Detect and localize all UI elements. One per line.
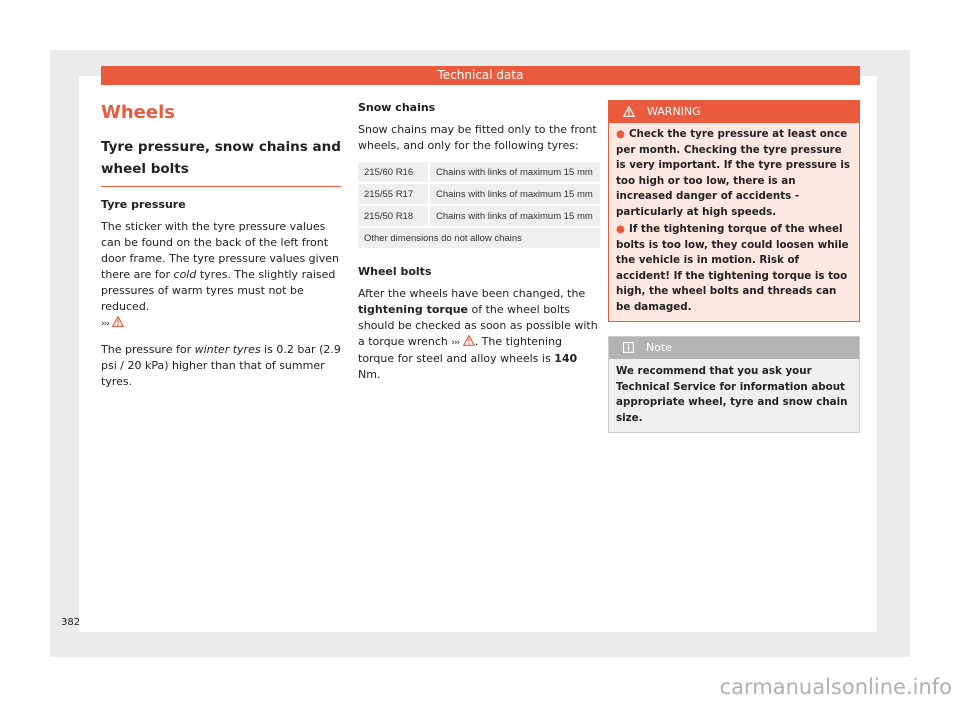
- table-row: [358, 162, 600, 182]
- list-item: [616, 222, 852, 315]
- text-segment: is 0.2 bar (2.9 psi / 20 kPa) higher than that of summer tyres.: [101, 343, 341, 388]
- tyre-size-cell: 215/50 R18: [358, 206, 428, 226]
- snow-chains-label: Snow chains: [358, 101, 436, 114]
- section-subheading: Tyre pressure, snow chains and wheel bolts: [101, 136, 341, 187]
- tyre-pressure-paragraph: [101, 219, 341, 332]
- text-italic: cold: [173, 268, 197, 281]
- text-segment: Nm.: [358, 368, 381, 381]
- warning-triangle-icon[interactable]: [463, 335, 475, 346]
- warning-box: [608, 100, 860, 322]
- text-italic: winter tyres: [194, 343, 261, 356]
- torque-value: 140: [554, 352, 578, 365]
- warning-body: [609, 123, 859, 321]
- table-row: [358, 184, 600, 204]
- text-segment: After the wheels have been changed, the: [358, 287, 586, 300]
- text-segment: . The tightening torque for steel and alloy wheels is: [358, 335, 563, 365]
- tyre-pressure-label: Tyre pressure: [101, 198, 186, 211]
- warning-triangle-icon[interactable]: [112, 316, 124, 327]
- column-callouts: [608, 100, 860, 433]
- wheel-bolts-paragraph: [358, 286, 600, 383]
- chain-spec-cell: Chains with links of maximum 15 mm: [428, 184, 600, 204]
- note-text: We recommend that you ask your Technical Service for information about appropriate wheel, tyre and snow chain size.: [616, 365, 848, 424]
- warning-text: If the tightening torque of the wheel bolts is too low, they could loosen while the vehicle is in motion. Risk of accident! If the tightening torque is too high, the wheel bolts and threads can be damaged.: [616, 223, 849, 313]
- chain-spec-cell: Chains with links of maximum 15 mm: [428, 162, 600, 182]
- table-row: [358, 206, 600, 226]
- page-number: 382: [61, 617, 81, 628]
- list-item: [616, 127, 852, 220]
- text-segment: The pressure for: [101, 343, 195, 356]
- winter-tyre-paragraph: [101, 342, 341, 390]
- warning-header: [609, 101, 859, 123]
- bullet-icon: ●: [616, 223, 625, 235]
- watermark: carmanualsonline.info: [719, 675, 952, 699]
- bullet-icon: ●: [616, 128, 625, 140]
- text-segment: The sticker with the tyre pressure values can be found on the back of the left front door frame. The tyre pressure values given there are for: [101, 220, 339, 281]
- text-segment: tyres. The slightly raised pressures of warm tyres must not be reduced.: [101, 268, 336, 313]
- table-row: [358, 228, 600, 248]
- wheel-bolts-label: Wheel bolts: [358, 265, 432, 278]
- snow-chains-paragraph: Snow chains may be fitted only to the front wheels, and only for the following tyres:: [358, 123, 597, 152]
- text-bold: tightening torque: [358, 303, 468, 316]
- info-icon: [623, 342, 634, 353]
- table-footer-cell: Other dimensions do not allow chains: [358, 228, 600, 248]
- warning-title: WARNING: [647, 105, 701, 118]
- tyre-size-cell: 215/60 R16: [358, 162, 428, 182]
- text-segment: of the wheel bolts should be checked as soon as possible with a torque wrench: [358, 303, 598, 348]
- cross-reference-arrows[interactable]: ›››: [451, 338, 460, 348]
- warning-text: Check the tyre pressure at least once per month. Checking the tyre pressure is very important. If the tyre pressure is too high or too low, there is an increased danger of accidents - particularly at high speeds.: [616, 128, 851, 218]
- tyre-size-cell: 215/55 R17: [358, 184, 428, 204]
- note-header: [609, 337, 859, 359]
- note-box: [608, 336, 860, 433]
- snow-chain-table: [358, 160, 600, 250]
- warning-triangle-icon: [623, 106, 635, 117]
- column-snow-chains: [358, 100, 600, 383]
- note-title: Note: [646, 341, 673, 354]
- page-title: Wheels: [101, 102, 175, 123]
- cross-reference-arrows[interactable]: ›››: [101, 319, 109, 329]
- chain-spec-cell: Chains with links of maximum 15 mm: [428, 206, 600, 226]
- column-wheels: [101, 100, 341, 390]
- section-header: Technical data: [101, 66, 860, 85]
